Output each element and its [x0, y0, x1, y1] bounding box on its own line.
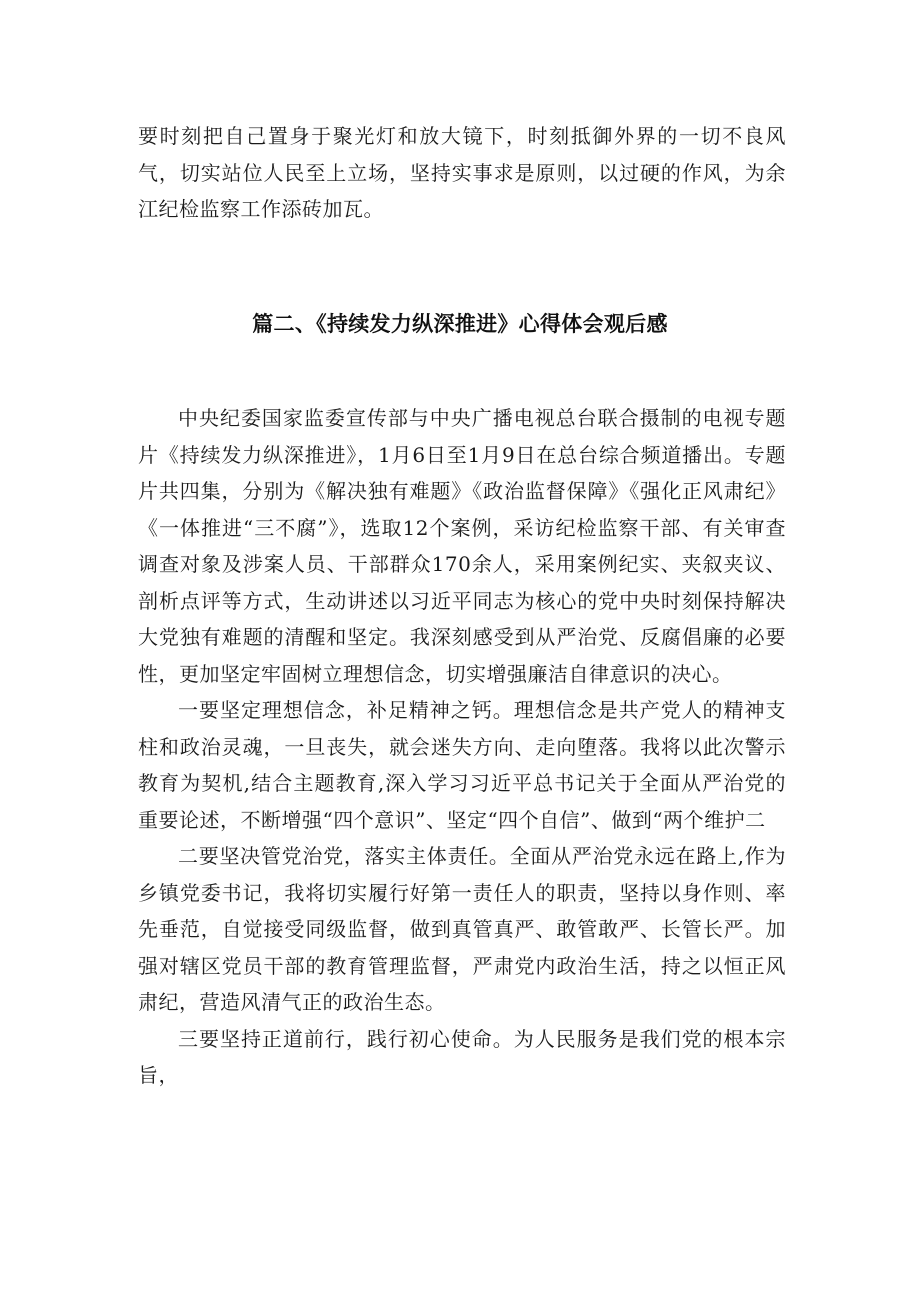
body-paragraph-2: 一要坚定理想信念，补足精神之钙。理想信念是共产党人的精神支柱和政治灵魂，一旦丧失，就会迷失方向、走向堕落。我将以此次警示教育为契机,结合主题教育,深入学习习近平总书记关于全面从严治党的重要论述，不断增强“四个意识”、坚定“四个自信”、做到“两个维护二: [138, 698, 786, 832]
intro-block: [138, 118, 786, 228]
body-paragraph-4: 三要坚持正道前行，践行初心使命。为人民服务是我们党的根本宗旨，: [138, 1026, 786, 1087]
body-paragraph-3: 二要坚决管党治党，落实主体责任。全面从严治党永远在路上,作为乡镇党委书记，我将切实履行好第一责任人的职责，坚持以身作则、率先垂范，自觉接受同级监督，做到真管真严、敢管敢严、长管长严。加强对辖区党员干部的教育管理监督，严肃党内政治生活，持之以恒正风肃纪，营造风清气正的政治生态。: [138, 844, 786, 1014]
intro-paragraph: 要时刻把自己置身于聚光灯和放大镜下，时刻抵御外界的一切不良风气，切实站位人民至上立场，坚持实事求是原则，以过硬的作风，为余江纪检监察工作添砖加瓦。: [138, 124, 786, 221]
body-block: [138, 400, 786, 1094]
section-title: 篇二、《持续发力纵深推进》心得体会观后感: [252, 312, 668, 336]
body-paragraph-1: 中央纪委国家监委宣传部与中央广播电视总台联合摄制的电视专题片《持续发力纵深推进》，1月6日至1月9日在总台综合频道播出。专题片共四集，分别为《解决独有难题》《政治监督保障》《强化正风肃纪》《一体推进“三不腐”》，选取12个案例，采访纪检监察干部、有关审查调查对象及涉案人员、干部群众170余人，采用案例纪实、夹叙夹议、剖析点评等方式，生动讲述以习近平同志为核心的党中央时刻保持解决大党独有难题的清醒和坚定。我深刻感受到从严治党、反腐倡廉的必要性，更加坚定牢固树立理想信念，切实增强廉洁自律意识的决心。: [138, 406, 786, 686]
